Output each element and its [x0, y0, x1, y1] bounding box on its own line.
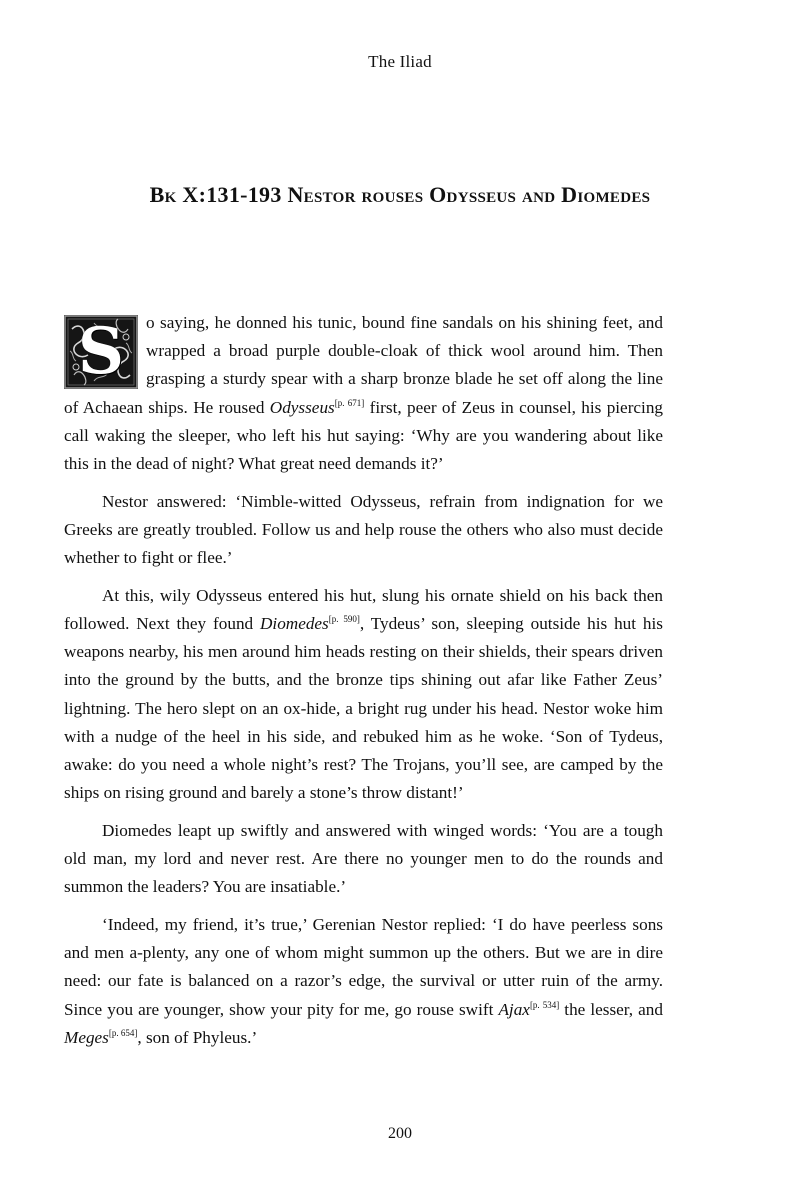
dropcap-letter: S — [77, 315, 125, 389]
paragraph-5 — [64, 911, 663, 1052]
paragraph-5-text-c: , son of Phyleus.’ — [137, 1027, 258, 1047]
reference-name-odysseus: Odysseus — [269, 397, 335, 417]
paragraph-1-text-b: first, peer of Zeus in counsel, his piercing call waking the sleeper, who left his hut saying: ‘Why are you wandering about like this in the dead of night? What great need demands it?’ — [64, 397, 664, 474]
reference-name-meges: Meges — [64, 1027, 109, 1047]
page-reference-diomedes: [p. 590] — [328, 614, 360, 625]
decorative-dropcap — [64, 315, 138, 389]
reference-name-ajax: Ajax — [498, 999, 530, 1019]
body-text — [64, 309, 663, 1062]
running-head: The Iliad — [368, 52, 432, 71]
paragraph-3 — [64, 582, 663, 808]
paragraph-1-text-a: o saying, he donned his tunic, bound fine sandals on his shining feet, and wrapped a broad purple double-cloak of thick wool around him. Then grasping a sturdy spear with a sharp bronze blade he set off along the line of Achaean ships. He roused — [64, 313, 663, 417]
page-number: 200 — [388, 1125, 412, 1142]
paragraph-4: Diomedes leapt up swiftly and answered with winged words: ‘You are a tough old man, my lord and never rest. Are there no younger men to do the rounds and summon the leaders? You are insatiable.’ — [64, 820, 663, 897]
reference-name-diomedes: Diomedes — [260, 614, 329, 634]
page-reference-odysseus: [p. 671] — [334, 397, 365, 408]
paragraph-2: Nestor answered: ‘Nimble-witted Odysseus, refrain from indignation for we Greeks are greatly troubled. Follow us and help rouse the others who also must decide whether to fight or flee.’ — [64, 491, 663, 568]
page-reference-ajax: [p. 534] — [529, 999, 560, 1010]
chapter-title: Bk X:131-193 Nestor rouses Odysseus and Diomedes — [149, 182, 651, 207]
paragraph-1 — [64, 309, 663, 478]
paragraph-3-text-b: , Tydeus’ son, sleeping outside his hut his weapons nearby, his men around him heads resting on their shields, their spears driven into the ground by the butts, and the bronze tips shining out afar like Father Zeus’ lightning. The hero slept on an ox-hide, a bright rug under his head. Nestor woke him with a nudge of the heel in his side, and rebuked him as he woke. ‘Son of Tydeus, awake: do you need a whole night’s rest? The Trojans, you’ll see, are camped by the ships on rising ground and barely a stone’s throw distant!’ — [64, 614, 663, 803]
page-reference-meges: [p. 654] — [108, 1027, 138, 1038]
paragraph-5-text-b: the lesser, and — [559, 999, 663, 1019]
paragraph-3-text-a: At this, wily Odysseus entered his hut, slung his ornate shield on his back then followed. Next they found — [64, 585, 663, 634]
paragraph-5-text-a: ‘Indeed, my friend, it’s true,’ Gerenian Nestor replied: ‘I do have peerless sons and men a-plenty, any one of whom might summon up the others. But we are in dire need: our fate is balanced on a razor’s edge, the survival or utter ruin of the army. Since you are younger, show your pity for me, go rouse swift — [64, 915, 663, 1019]
